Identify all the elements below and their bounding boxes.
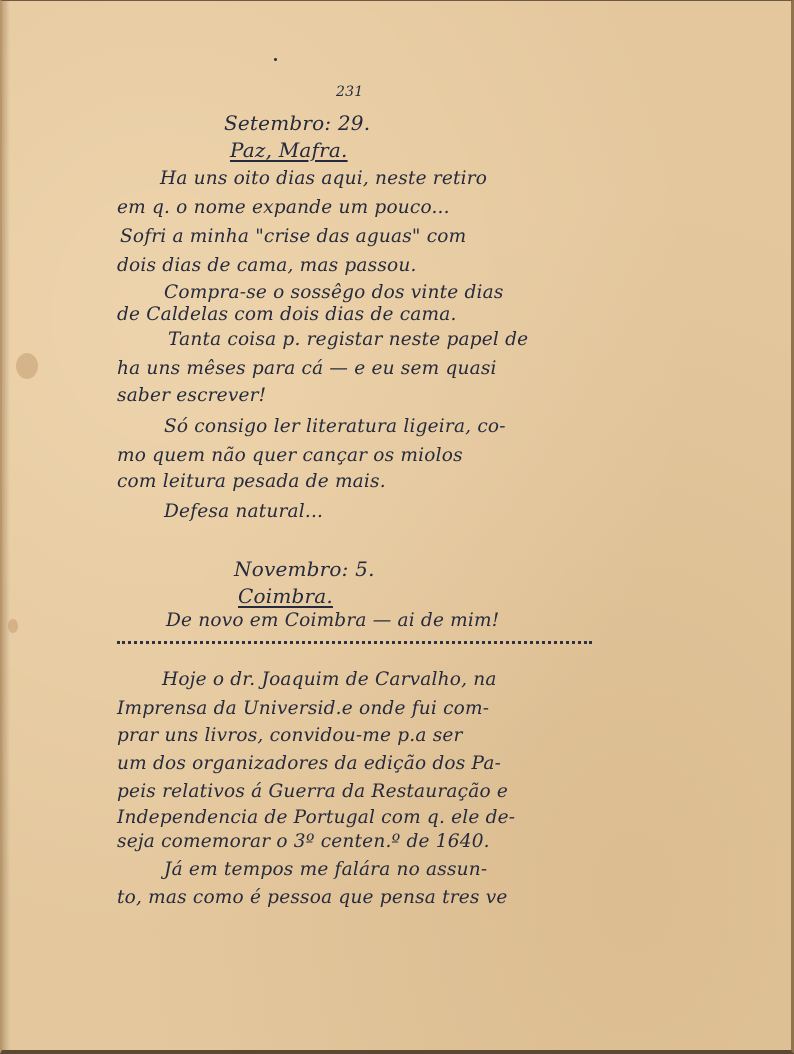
ink-dot bbox=[274, 58, 277, 61]
entry-date: Novembro: 5. bbox=[234, 557, 375, 581]
page-fold-shadow bbox=[2, 1, 10, 1050]
text-line: Tanta coisa p. registar neste papel de bbox=[168, 329, 529, 350]
text-line: dois dias de cama, mas passou. bbox=[117, 255, 417, 276]
entry-place: Coimbra. bbox=[238, 584, 333, 608]
text-line: um dos organizadores da edição dos Pa- bbox=[117, 753, 502, 774]
text-line: mo quem não quer cançar os miolos bbox=[117, 445, 463, 466]
text-line: saber escrever! bbox=[117, 385, 267, 406]
entry-date: Setembro: 29. bbox=[224, 111, 371, 135]
text-line: Ha uns oito dias aqui, neste retiro bbox=[160, 168, 488, 189]
text-line: Sofri a minha "crise das aguas" com bbox=[120, 226, 467, 247]
ellipsis-divider bbox=[117, 641, 592, 644]
text-line: Compra-se o sossêgo dos vinte dias bbox=[164, 282, 504, 303]
text-line: ha uns mêses para cá — e eu sem quasi bbox=[117, 358, 497, 379]
text-line: Defesa natural... bbox=[164, 501, 324, 522]
text-line: Só consigo ler literatura ligeira, co- bbox=[164, 416, 506, 437]
paper-stain bbox=[8, 619, 18, 633]
text-line: com leitura pesada de mais. bbox=[117, 471, 386, 492]
text-line: peis relativos á Guerra da Restauração e bbox=[117, 781, 509, 802]
text-line: Já em tempos me falára no assun- bbox=[164, 859, 488, 880]
text-line: Imprensa da Universid.e onde fui com- bbox=[117, 698, 490, 719]
entry-place: Paz, Mafra. bbox=[230, 138, 348, 162]
text-line: seja comemorar o 3º centen.º de 1640. bbox=[117, 831, 490, 852]
page-number: 231 bbox=[336, 84, 364, 100]
text-line: de Caldelas com dois dias de cama. bbox=[117, 304, 457, 325]
text-line: to, mas como é pessoa que pensa tres ve bbox=[117, 887, 508, 908]
paper-stain bbox=[16, 353, 38, 379]
text-line: Independencia de Portugal com q. ele de- bbox=[117, 807, 516, 828]
text-line: prar uns livros, convidou-me p.a ser bbox=[117, 725, 463, 746]
text-line: De novo em Coimbra — ai de mim! bbox=[166, 610, 500, 631]
text-line: Hoje o dr. Joaquim de Carvalho, na bbox=[162, 669, 497, 690]
text-line: em q. o nome expande um pouco... bbox=[117, 197, 450, 218]
